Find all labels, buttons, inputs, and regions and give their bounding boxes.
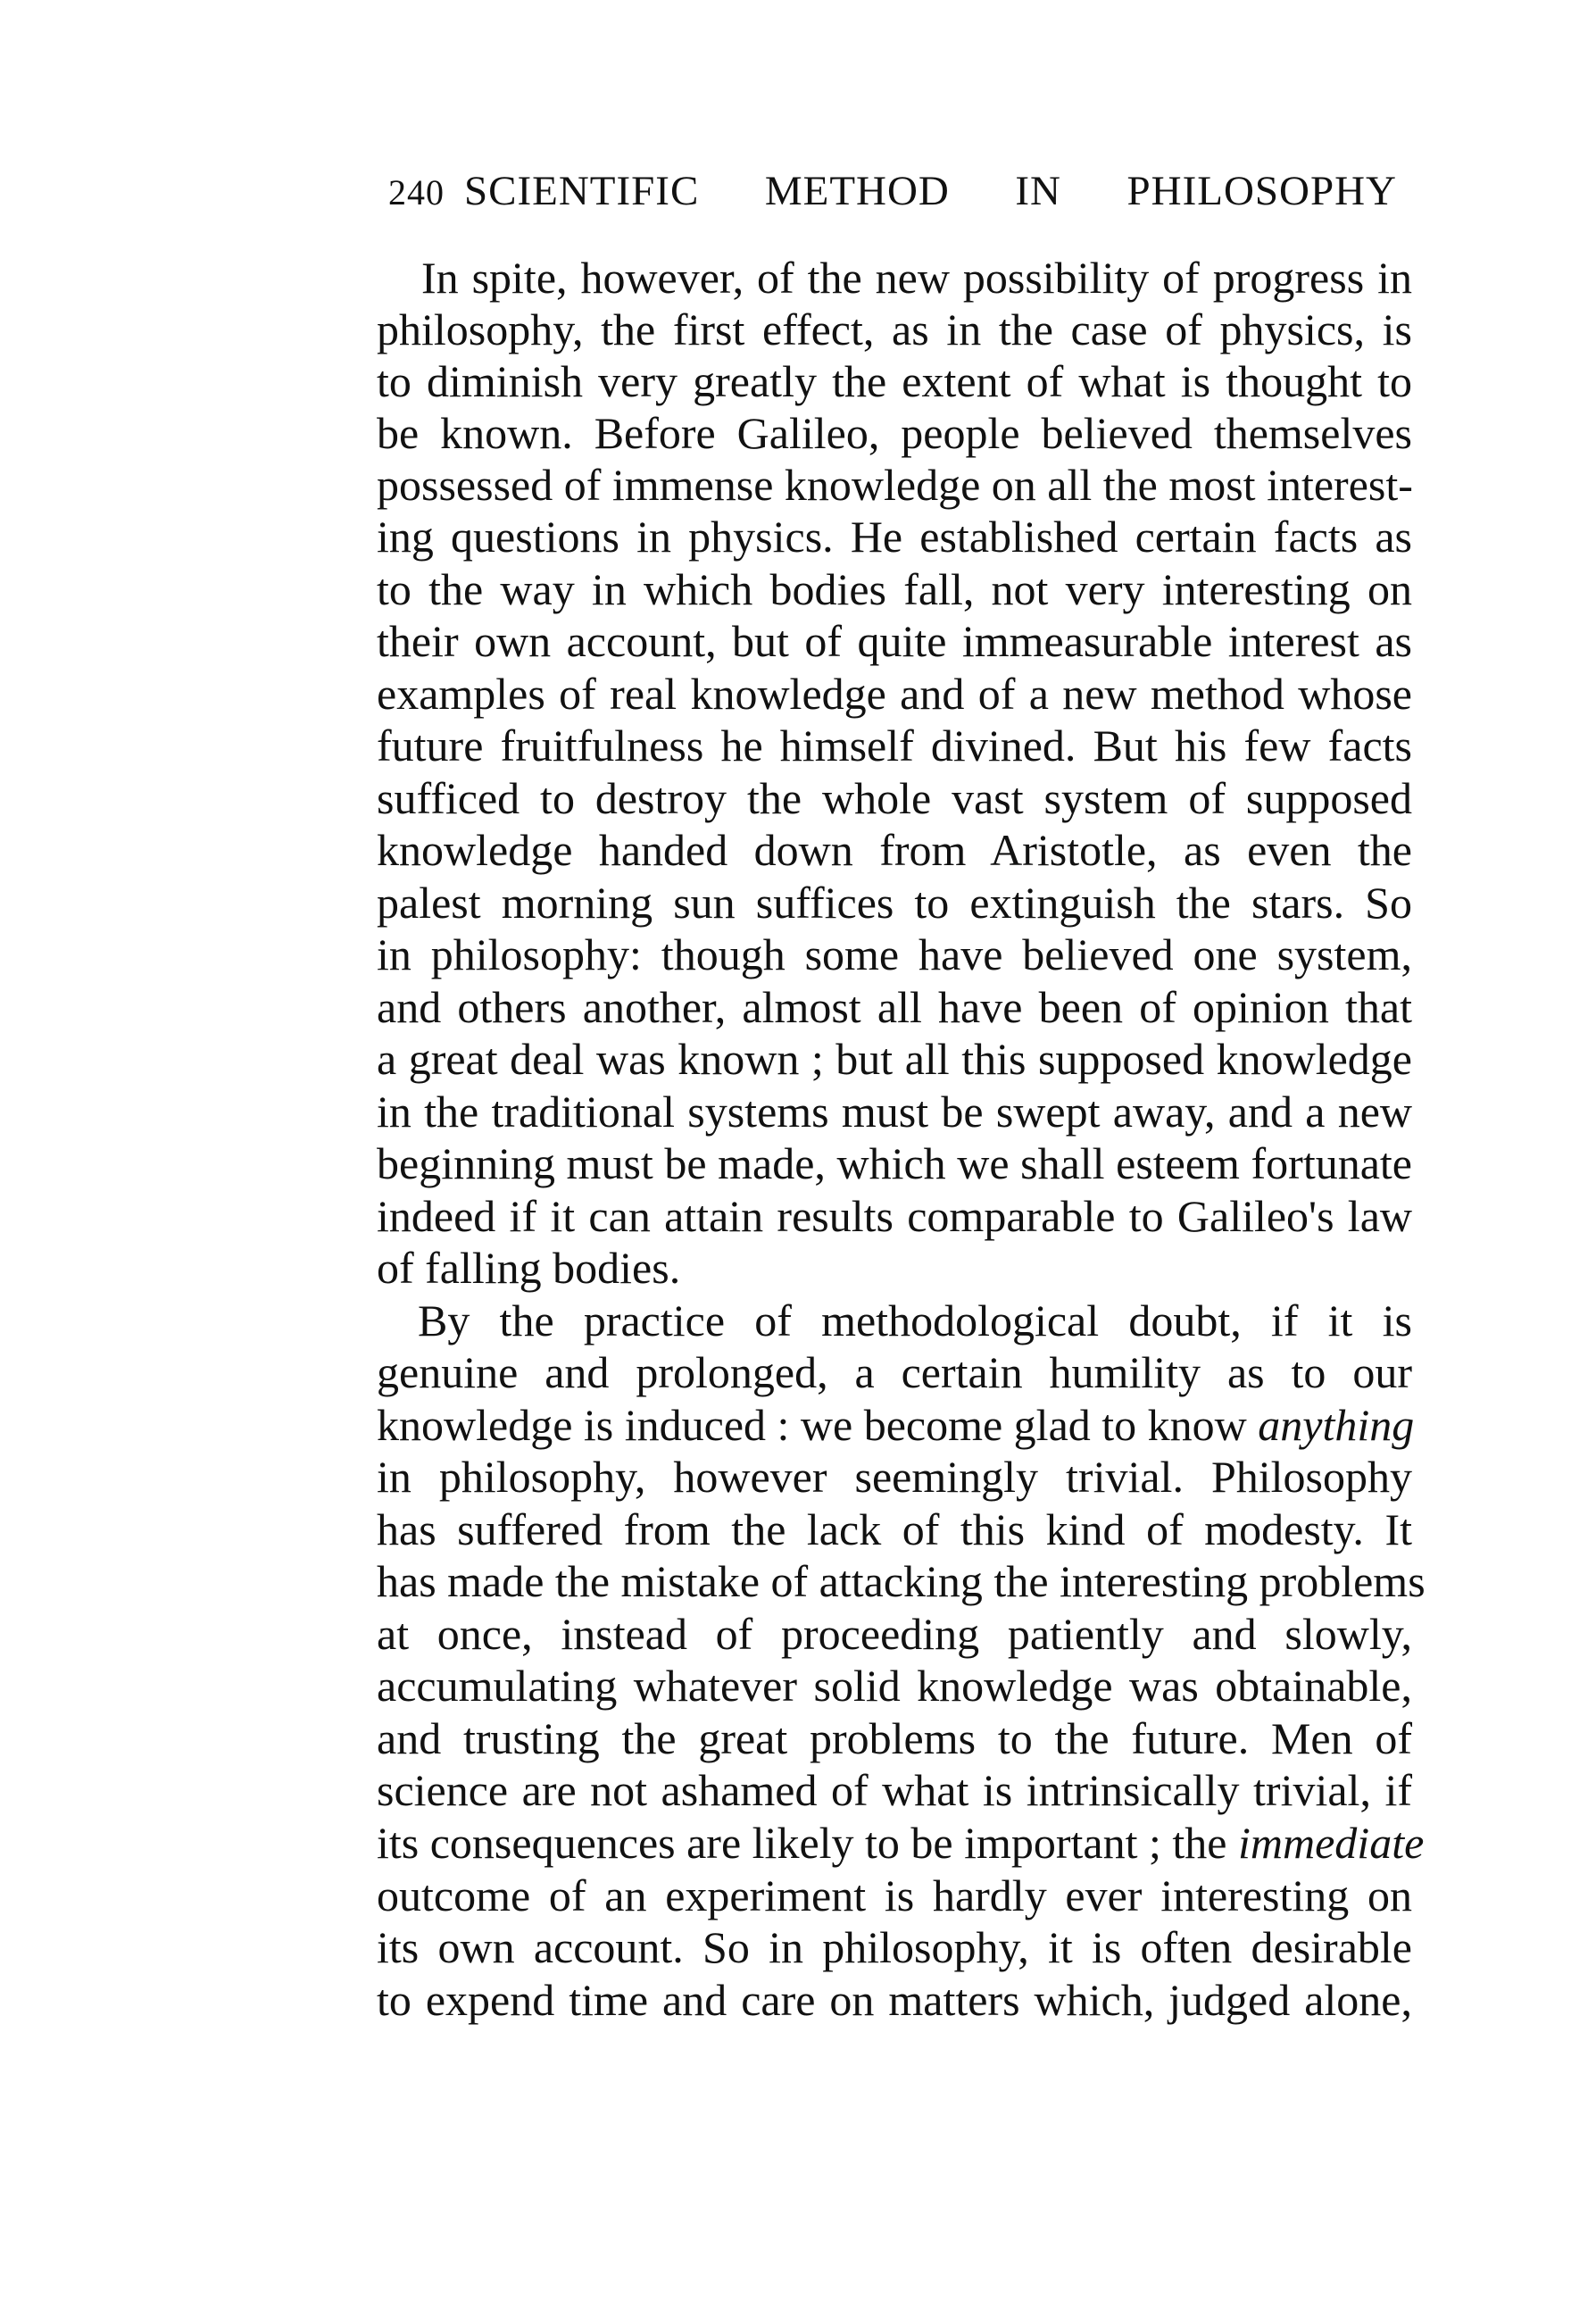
text-line: science are not ashamed of what is intrinsically trivial, if [377, 1765, 1412, 1815]
text-line: knowledge handed down from Aristotle, as even the [377, 825, 1412, 875]
text-line: at once, instead of proceeding patiently and slowly, [377, 1609, 1412, 1659]
text-line: and others another, almost all have been of opinion that [377, 982, 1412, 1032]
text-line: of falling bodies. [377, 1243, 681, 1293]
italic-emphasis: immediate [1238, 1818, 1425, 1868]
text-line: accumulating whatever solid knowledge was obtainable, [377, 1661, 1412, 1711]
text-line: examples of real knowledge and of a new method whose [377, 669, 1412, 719]
text-line: In spite, however, of the new possibility of progress in [421, 253, 1412, 303]
text-line: sufficed to destroy the whole vast system of supposed [377, 773, 1412, 823]
text-line: in the traditional systems must be swept away, and a new [377, 1087, 1412, 1137]
text-line: outcome of an experiment is hardly ever interesting on [377, 1870, 1412, 1920]
text-line: a great deal was known ; but all this supposed knowledge [377, 1034, 1412, 1084]
text-line: has suffered from the lack of this kind of modesty. It [377, 1504, 1412, 1554]
running-title: SCIENTIFIC METHOD IN PHILOSOPHY [464, 168, 1397, 214]
text-run: knowledge is induced : we become glad to know [377, 1400, 1259, 1450]
text-line: future fruitfulness he himself divined. But his few facts [377, 721, 1412, 770]
text-line: and trusting the great problems to the future. Men of [377, 1713, 1412, 1763]
text-line: indeed if it can attain results comparable to Galileo's law [377, 1191, 1412, 1241]
text-line: By the practice of methodological doubt, if it is [418, 1295, 1412, 1345]
text-line: genuine and prolonged, a certain humility as to our [377, 1347, 1412, 1397]
text-line: possessed of immense knowledge on all the most interest- [377, 460, 1413, 510]
running-head [388, 166, 1397, 216]
text-line: palest morning sun suffices to extinguish the stars. So [377, 878, 1412, 928]
text-line: ing questions in physics. He established certain facts as [377, 512, 1412, 562]
text-line: be known. Before Galileo, people believed themselves [377, 408, 1412, 458]
text-line [377, 1399, 1415, 1451]
text-line: to the way in which bodies fall, not very interesting on [377, 564, 1412, 614]
text-line: in philosophy, however seemingly trivial. Philosophy [377, 1452, 1412, 1502]
italic-emphasis: anything [1258, 1400, 1415, 1450]
text-line: in philosophy: though some have believed one system, [377, 929, 1412, 979]
text-line: to diminish very greatly the extent of what is thought to [377, 356, 1412, 406]
text-line: its own account. So in philosophy, it is often desirable [377, 1922, 1412, 1972]
text-line: has made the mistake of attacking the interesting problems [377, 1556, 1426, 1606]
text-line [377, 1817, 1425, 1869]
text-line: to expend time and care on matters which, judged alone, [377, 1975, 1412, 2025]
text-run: its consequences are likely to be important ; the [377, 1818, 1238, 1868]
text-line: their own account, but of quite immeasurable interest as [377, 616, 1412, 666]
page-number: 240 [388, 172, 445, 212]
text-line: beginning must be made, which we shall esteem fortunate [377, 1138, 1412, 1188]
text-line: philosophy, the first effect, as in the case of physics, is [377, 304, 1412, 354]
